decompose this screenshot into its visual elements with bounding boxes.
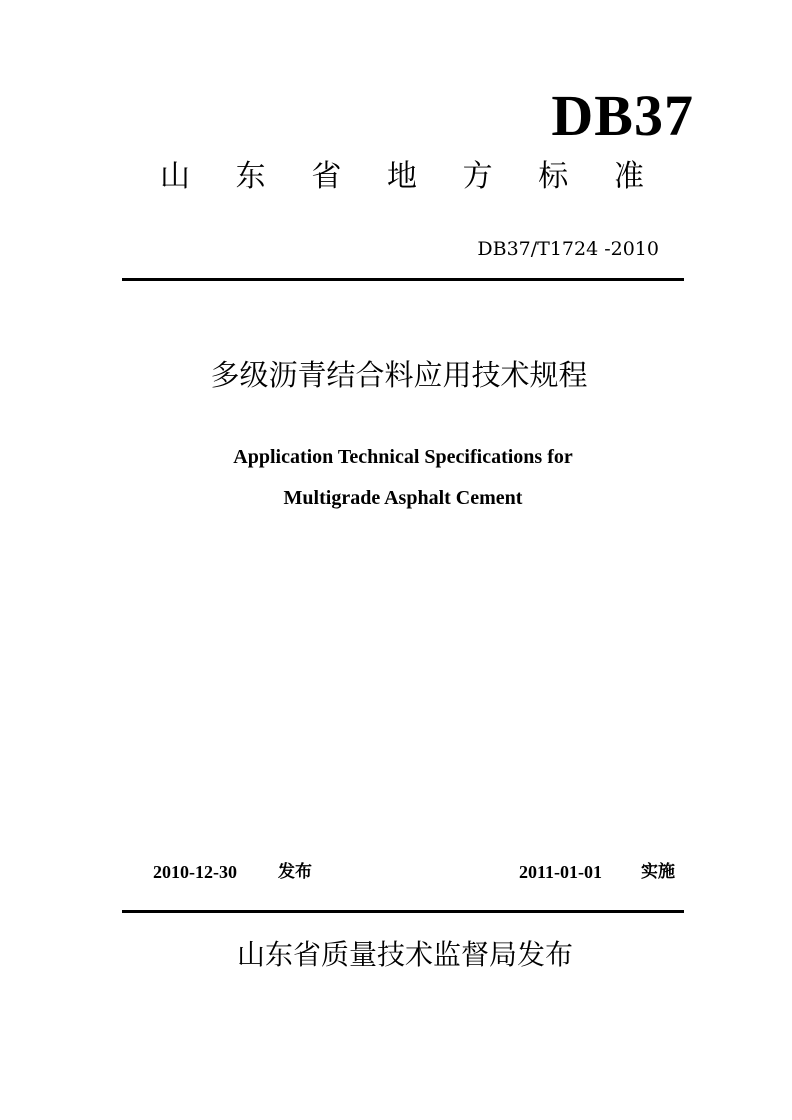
standard-type-char: 标 [538,159,569,194]
standard-type-char: 山 [160,159,190,194]
standard-type-char: 地 [386,159,417,194]
standard-type-char: 方 [462,159,493,194]
standard-type-char: 准 [613,159,644,194]
document-title-english-line-2: Multigrade Asphalt Cement [283,487,523,509]
document-title-english-line-1: Application Technical Specifications for [233,446,573,468]
bottom-divider [122,910,684,913]
implementation-date: 2011-01-01 [519,862,602,882]
top-divider [122,278,684,281]
issue-date: 2010-12-30 [153,862,237,882]
standard-type-char: 省 [311,159,342,194]
issue-label: 发布 [278,862,312,882]
standard-number: DB37/T1724 -2010 [477,238,659,260]
document-title-chinese: 多级沥青结合料应用技术规程 [210,358,588,392]
standard-type-heading [160,157,644,197]
publisher: 山东省质量技术监督局发布 [236,938,573,971]
standard-type-char: 东 [235,159,266,194]
implementation-label: 实施 [641,862,675,882]
standard-code-logo: DB37 [551,83,694,148]
